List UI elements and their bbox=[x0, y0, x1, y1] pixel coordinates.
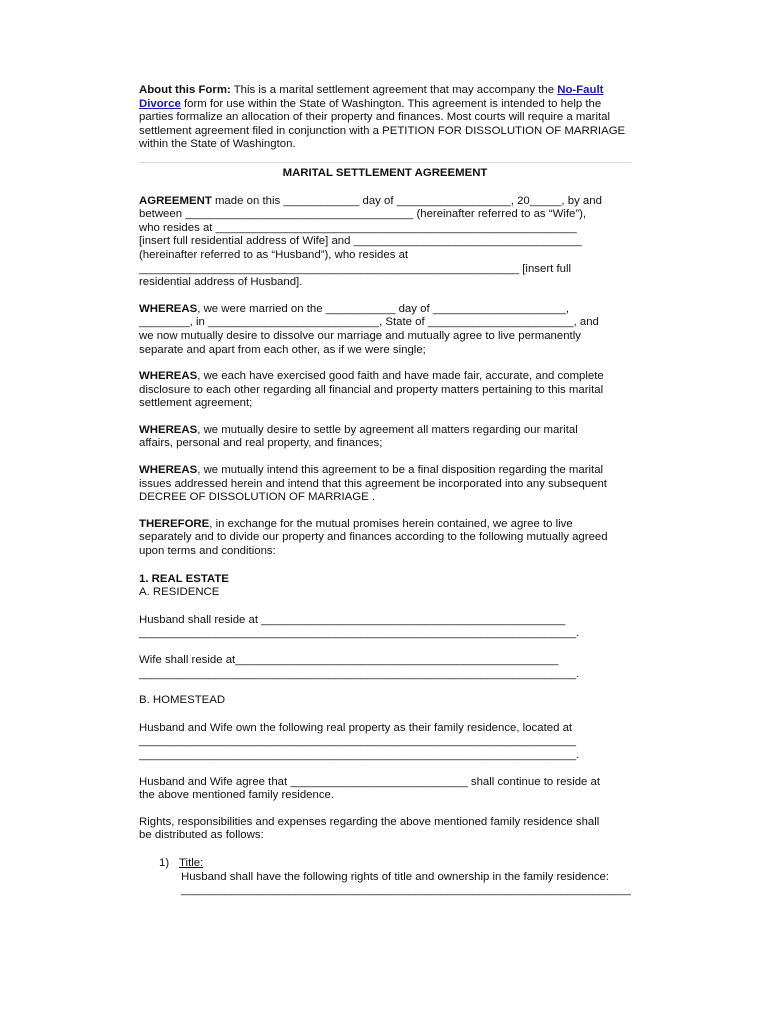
title-item-heading: Title: bbox=[179, 856, 204, 869]
whereas-text-2: , we each have exercised good faith and have made fair, accurate, and complete disclosure to each other regarding all financial and property matters pertaining to this marital settlement agreement; bbox=[139, 370, 604, 410]
own-property-paragraph: Husband and Wife own the following real property as their family residence, located at _____________________________________________________________________ _____________________________________________________________________. bbox=[139, 721, 580, 761]
whereas-text-1: , we were married on the ___________ day of _____________________, ________, in ___________________________, State of _______________________, and we now mutually desire to dissolve our marriage and mutually agree to live permanently separate and apart from each other, as if we were single; bbox=[139, 302, 599, 356]
therefore-text: , in exchange for the mutual promises herein contained, we agree to live separately and to divide our property and finances according to the following mutually agreed upon terms and conditions: bbox=[139, 517, 608, 558]
whereas-paragraph-1 bbox=[139, 303, 631, 357]
header-divider bbox=[139, 162, 631, 163]
about-paragraph bbox=[139, 84, 631, 152]
whereas-lead-4: WHEREAS bbox=[139, 464, 198, 477]
agree-reside-paragraph: Husband and Wife agree that ____________________________ shall continue to reside at the above mentioned family residence. bbox=[139, 775, 601, 802]
title-item bbox=[139, 857, 631, 871]
agreement-paragraph bbox=[139, 195, 631, 290]
whereas-text-3: , we mutually desire to settle by agreement all matters regarding our marital affairs, personal and real property, and finances; bbox=[139, 423, 578, 450]
section-heading-real-estate: 1. REAL ESTATE bbox=[139, 572, 229, 585]
whereas-text-4: , we mutually intend this agreement to be a final disposition regarding the marital issues addressed herein and intend that this agreement be incorporated into any subsequent DECREE OF DISSOLUTION OF MARRIAGE . bbox=[139, 464, 607, 504]
therefore-lead: THEREFORE bbox=[139, 517, 210, 530]
whereas-lead-1: WHEREAS bbox=[139, 302, 198, 315]
therefore-paragraph bbox=[139, 518, 631, 559]
about-label: About this Form: bbox=[139, 84, 231, 96]
title-item-text: Husband shall have the following rights of title and ownership in the family residence: _______________________________________________________________________ bbox=[181, 870, 631, 897]
wife-reside-line: Wife shall reside at___________________________________________________ _____________________________________________________________________. bbox=[139, 654, 580, 680]
agreement-text: made on this ____________ day of __________________, 20_____, by and between ____________________________________ (hereinafter referred to as “Wife”), who resides at _________________________________________________________ [insert full residential address of Wife] and ____________________________________ (hereinafter referred to as “Husband”), who resides at ____________________________________________________________ [insert full residential address of Husband]. bbox=[139, 194, 602, 289]
subheading-homestead: B. HOMESTEAD bbox=[139, 694, 226, 707]
about-text-after-link: form for use within the State of Washington. This agreement is intended to help the parties formalize an allocation of their property and finances. Most courts will require a marital settlement agreement filed in conjunction with a PETITION FOR DISSOLUTION OF MARRIAGE within the State of Washington. bbox=[139, 97, 626, 151]
whereas-paragraph-3 bbox=[139, 424, 631, 451]
no-fault-divorce-link[interactable]: No-Fault Divorce bbox=[139, 84, 604, 110]
whereas-lead-3: WHEREAS bbox=[139, 423, 198, 436]
rights-paragraph: Rights, responsibilities and expenses regarding the above mentioned family residence shall be distributed as follows: bbox=[139, 815, 600, 842]
title-item-number: 1) bbox=[159, 856, 170, 869]
whereas-paragraph-2 bbox=[139, 370, 631, 411]
about-text-before-link: This is a marital settlement agreement that may accompany the bbox=[230, 84, 558, 96]
agreement-lead: AGREEMENT bbox=[139, 194, 212, 207]
subheading-residence: A. RESIDENCE bbox=[139, 586, 220, 599]
whereas-paragraph-4 bbox=[139, 464, 631, 505]
husband-reside-line: Husband shall reside at ________________________________________________ _____________________________________________________________________. bbox=[139, 613, 580, 640]
whereas-lead-2: WHEREAS bbox=[139, 370, 198, 383]
document-page bbox=[139, 84, 631, 898]
document-title: MARITAL SETTLEMENT AGREEMENT bbox=[282, 166, 488, 179]
